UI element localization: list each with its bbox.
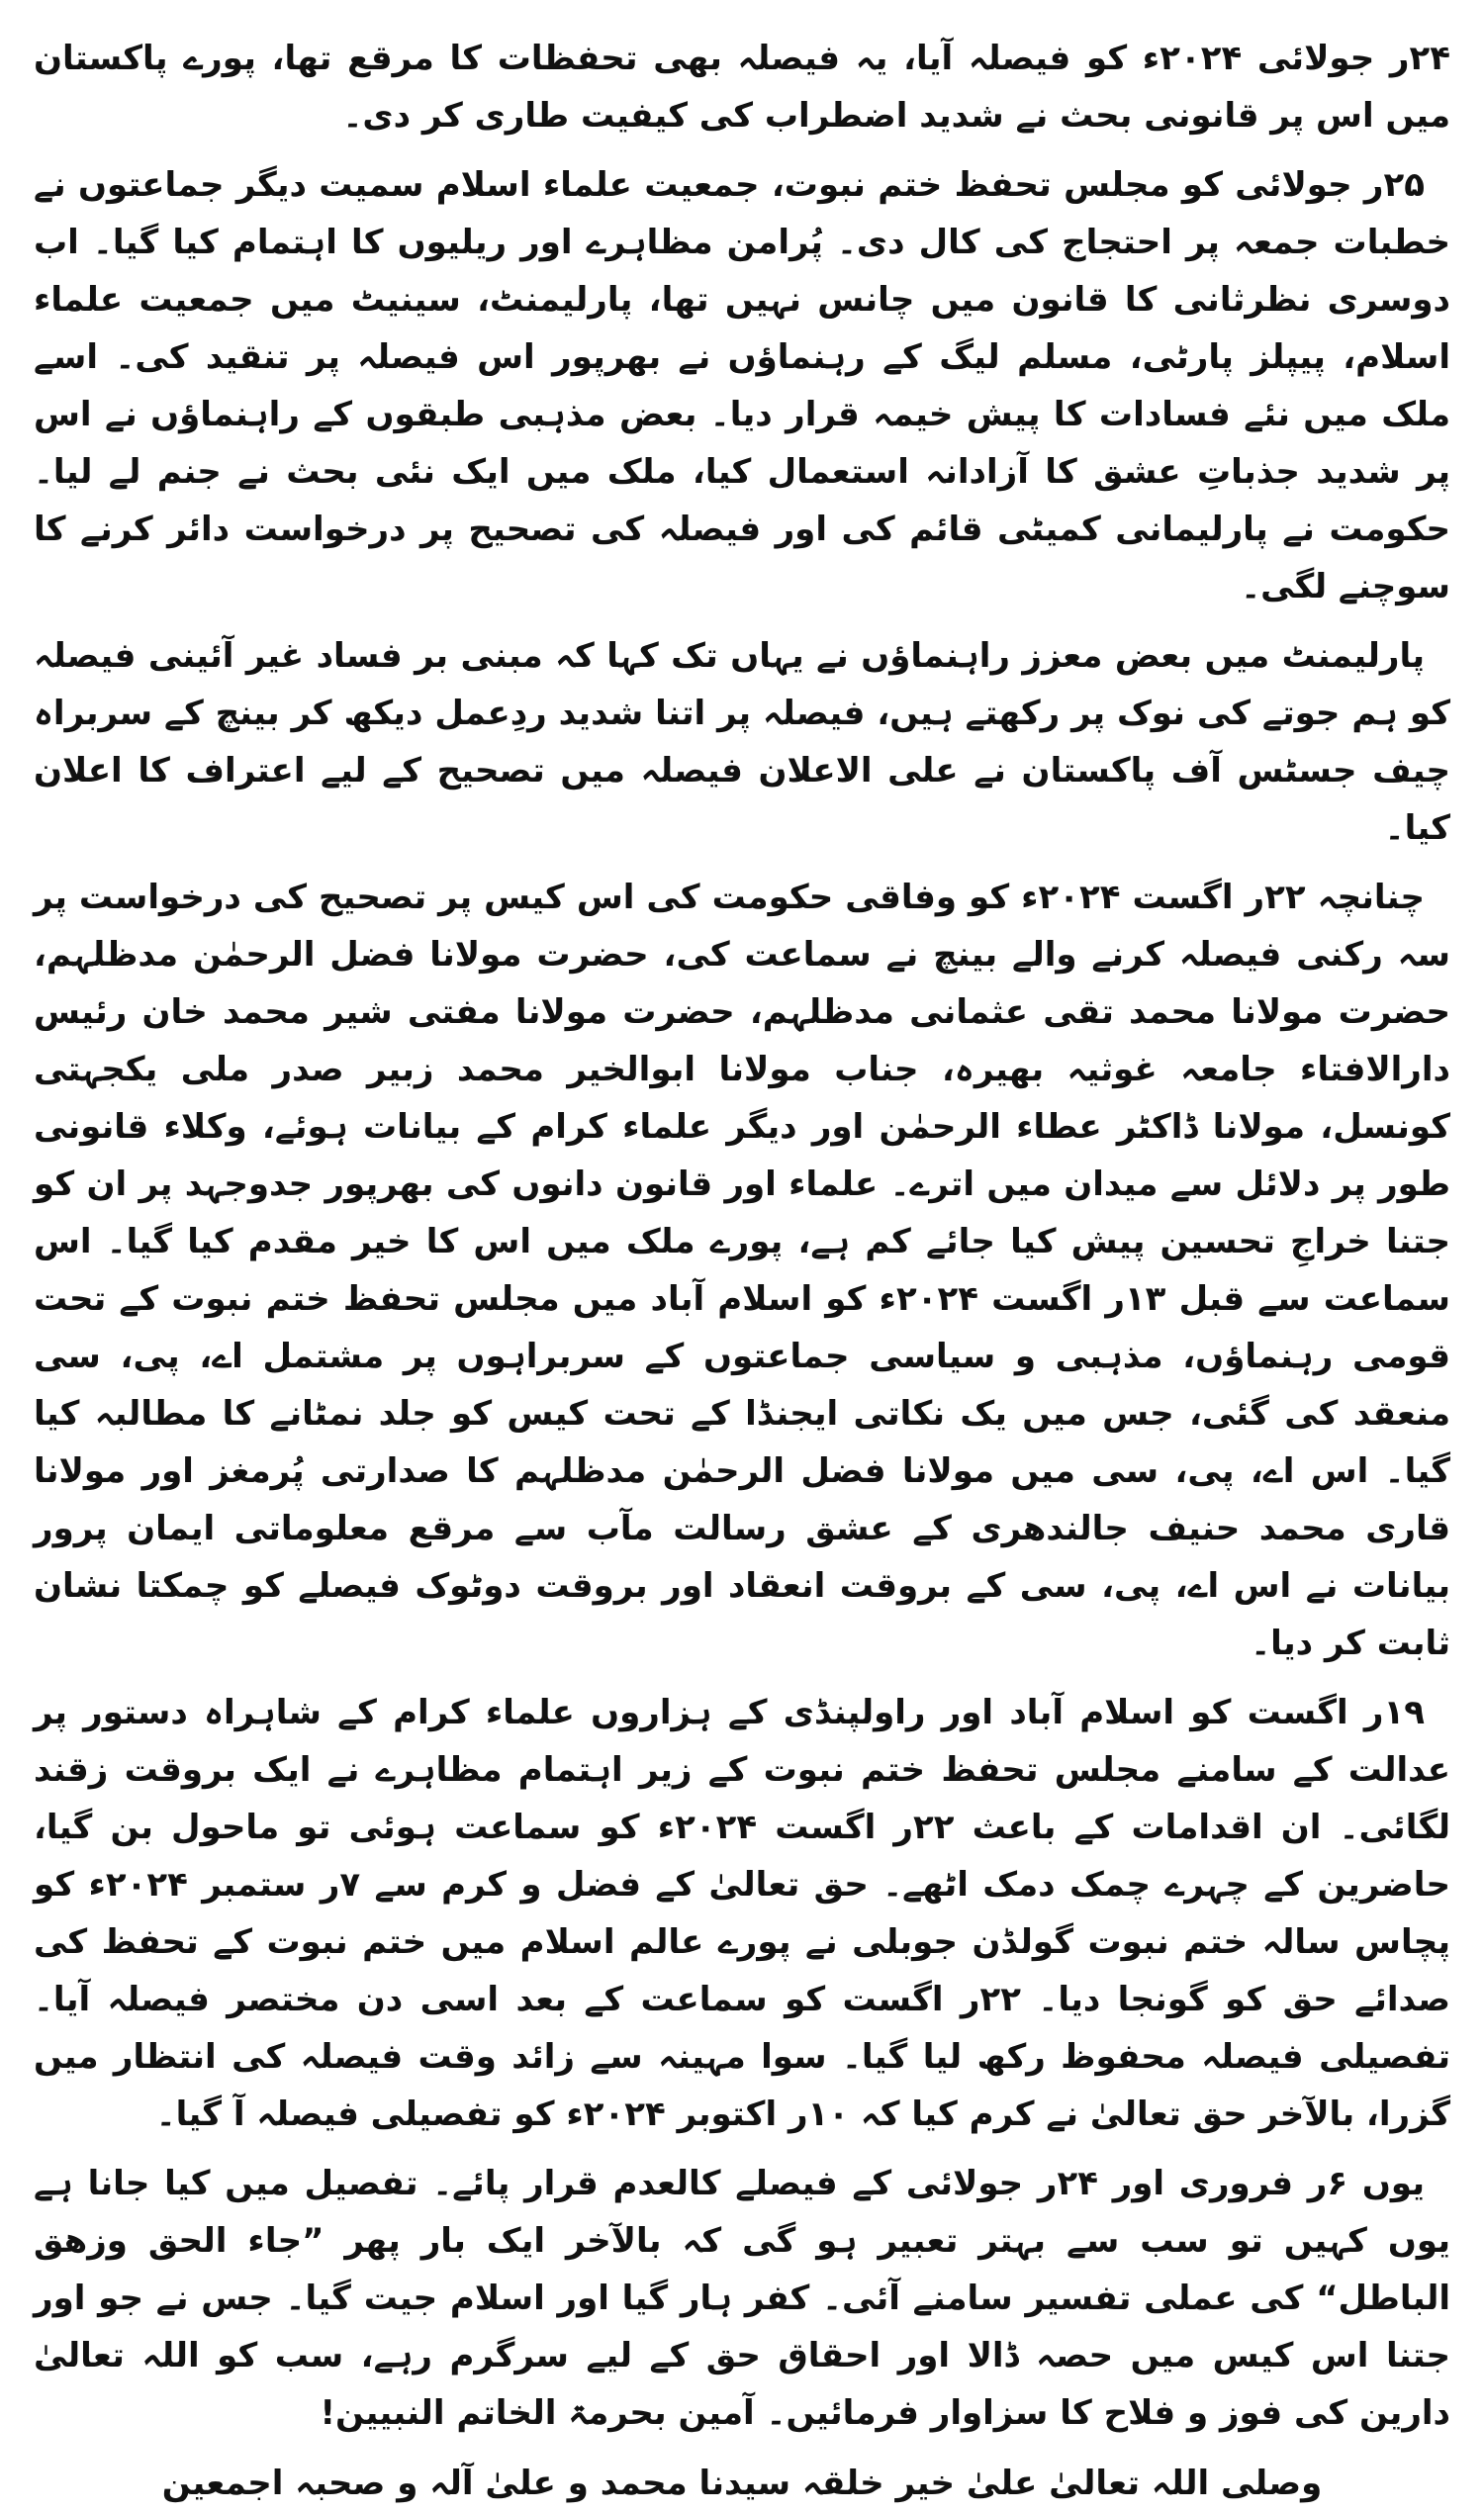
paragraph-4: چنانچہ ۲۲ر اگست ۲۰۲۴ء کو وفاقی حکومت کی اس کیس پر تصحیح کی درخواست پر سہ رکنی فیصلہ کرنے والے بینچ نے سماعت کی، حضرت مولانا فضل الرحمٰن مدظلہم، حضرت مولانا محمد تقی عثمانی مدظلہم، حضرت مولانا مفتی شیر محمد خان رئیس دارالافتاء جامعہ غوثیہ بھیرہ، جناب مولانا ابوالخیر محمد زبیر صدر ملی یکجہتی کونسل، مولانا ڈاکٹر عطاء الرحمٰن اور دیگر علماء کرام کے بیانات ہوئے، وکلاء قانونی طور پر دلائل سے میدان میں اترے۔ علماء اور قانون دانوں کی بھرپور جدوجہد پر ان کو جتنا خراجِ تحسین پیش کیا جائے کم ہے، پورے ملک میں اس کا خیر مقدم کیا گیا۔ اس سماعت سے قبل ۱۳ر اگست ۲۰۲۴ء کو اسلام آباد میں مجلس تحفظ ختم نبوت کے تحت قومی رہنماؤں، مذہبی و سیاسی جماعتوں کے سربراہوں پر مشتمل اے، پی، سی منعقد کی گئی، جس میں یک نکاتی ایجنڈا کے تحت کیس کو جلد نمٹانے کا مطالبہ کیا گیا۔ اس اے، پی، سی میں مولانا فضل الرحمٰن مدظلہم کا صدارتی پُرمغز اور مولانا قاری محمد حنیف جالندھری کے عشق رسالت مآب سے مرقع معلوماتی ایمان پرور بیانات نے اس اے، پی، سی کے بروقت انعقاد اور بروقت دوٹوک فیصلے کو چمکتا نشان ثابت کر دیا۔	[34, 878, 1450, 1663]
paragraph-5: ۱۹ر اگست کو اسلام آباد اور راولپنڈی کے ہزاروں علماء کرام کے شاہراہ دستور پر عدالت کے سامنے مجلس تحفظ ختم نبوت کے زیر اہتمام مظاہرے نے ایک بروقت زقند لگائی۔ ان اقدامات کے باعث ۲۲ر اگست ۲۰۲۴ء کو سماعت ہوئی تو ماحول بن گیا، حاضرین کے چہرے چمک دمک اٹھے۔ حق تعالیٰ کے فضل و کرم سے ۷ر ستمبر ۲۰۲۴ء کو پچاس سالہ ختم نبوت گولڈن جوبلی نے پورے عالم اسلام میں ختم نبوت کے تحفظ کی صدائے حق کو گونجا دیا۔ ۲۲ر اگست کو سماعت کے بعد اسی دن مختصر فیصلہ آیا۔ تفصیلی فیصلہ محفوظ رکھ لیا گیا۔ سوا مہینہ سے زائد وقت فیصلہ کی انتظار میں گزرا، بالآخر حق تعالیٰ نے کرم کیا کہ ۱۰ر اکتوبر ۲۰۲۴ء کو تفصیلی فیصلہ آ گیا۔	[34, 1693, 1451, 2134]
closing-salutation: وصلی اللہ تعالیٰ علیٰ خیر خلقہ سیدنا محمد و علیٰ آلہ و صحبہ اجمعین	[161, 2464, 1323, 2503]
paragraph-6: یوں ۶ر فروری اور ۲۴ر جولائی کے فیصلے کالعدم قرار پائے۔ تفصیل میں کیا جانا ہے یوں کہیں تو سب سے بہتر تعبیر ہو گی کہ بالآخر ایک بار پھر ”جاء الحق وزھق الباطل“ کی عملی تفسیر سامنے آئی۔ کفر ہار گیا اور اسلام جیت گیا۔ جس نے جو اور جتنا اس کیس میں حصہ ڈالا اور احقاق حق کے لیے سرگرم رہے، سب کو اللہ تعالیٰ دارین کی فوز و فلاح کا سزاوار فرمائیں۔ آمین بحرمۃ الخاتم النبیین!	[34, 2164, 1450, 2433]
paragraph-1: ۲۴ر جولائی ۲۰۲۴ء کو فیصلہ آیا، یہ فیصلہ بھی تحفظات کا مرقع تھا، پورے پاکستان میں اس پر قانونی بحث نے شدید اضطراب کی کیفیت طاری کر دی۔	[34, 39, 1450, 136]
paragraph-2: ۲۵ر جولائی کو مجلس تحفظ ختم نبوت، جمعیت علماء اسلام سمیت دیگر جماعتوں نے خطبات جمعہ پر احتجاج کی کال دی۔ پُرامن مظاہرے اور ریلیوں کا اہتمام کیا گیا۔ اب دوسری نظرثانی کا قانون میں چانس نہیں تھا، پارلیمنٹ، سینیٹ میں جمعیت علماء اسلام، پیپلز پارٹی، مسلم لیگ کے رہنماؤں نے بھرپور اس فیصلہ پر تنقید کی۔ اسے ملک میں نئے فسادات کا پیش خیمہ قرار دیا۔ بعض مذہبی طبقوں کے راہنماؤں نے اس پر شدید جذباتِ عشق کا آزادانہ استعمال کیا، ملک میں ایک نئی بحث نے جنم لے لیا۔ حکومت نے پارلیمانی کمیٹی قائم کی اور فیصلہ کی تصحیح پر درخواست دائر کرنے کا سوچنے لگی۔	[34, 165, 1450, 606]
paragraph-3: پارلیمنٹ میں بعض معزز راہنماؤں نے یہاں تک کہا کہ مبنی بر فساد غیر آئینی فیصلہ کو ہم جوتے کی نوک پر رکھتے ہیں، فیصلہ پر اتنا شدید ردِعمل دیکھ کر بینچ کے سربراہ چیف جسٹس آف پاکستان نے علی الاعلان فیصلہ میں تصحیح کے لیے اعتراف کا اعلان کیا۔	[34, 636, 1450, 848]
